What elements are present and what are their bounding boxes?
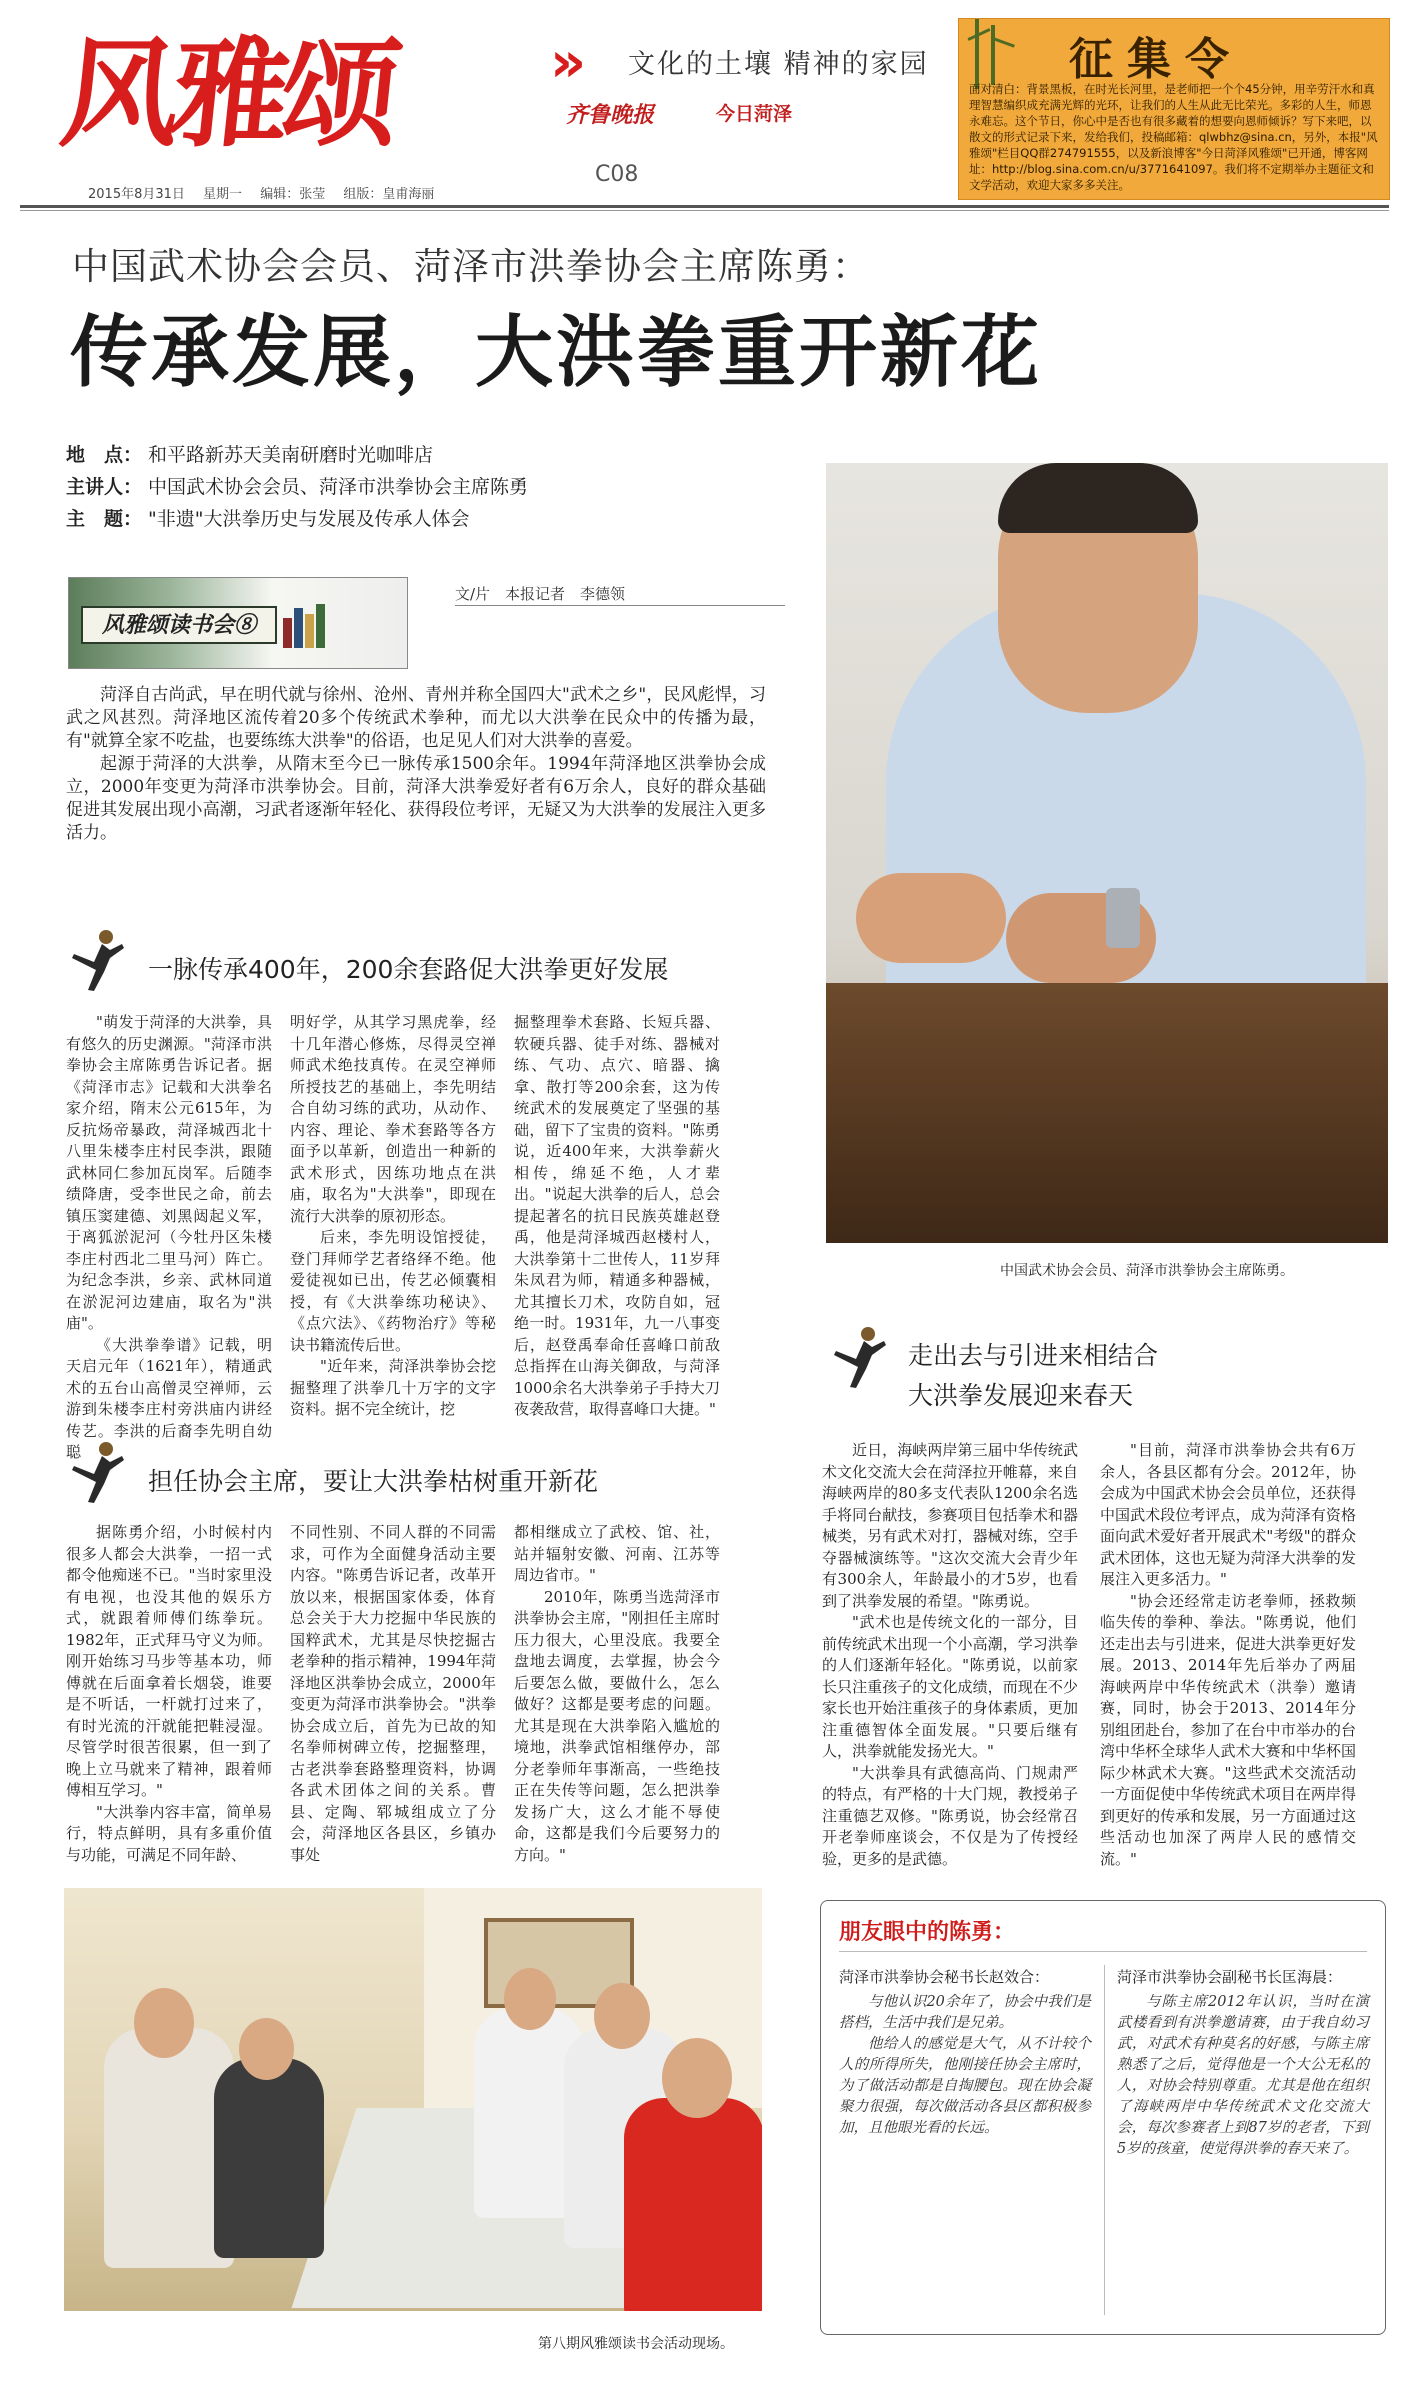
byline-rule bbox=[455, 605, 785, 606]
layout-credit: 组版：皇甫海丽 bbox=[343, 187, 435, 202]
intro-paragraph: 起源于菏泽的大洪拳，从隋末至今已一脉传承1500余年。1994年菏泽地区洪拳协会成立，2000年变更为菏泽市洪拳协会。目前，菏泽大洪拳爱好者有6万余人，良好的群众基础促进其发展出现小高潮，习武者逐渐年轻化、获得段位考评，无疑又为大洪拳的发展注入更多活力。 bbox=[66, 754, 766, 843]
section-heading-line1: 走出去与引进来相结合 bbox=[908, 1341, 1159, 1370]
friends-box bbox=[820, 1900, 1386, 2335]
photo-person-face bbox=[239, 2018, 294, 2080]
section3-column-2 bbox=[1100, 1440, 1356, 1870]
paragraph: 据陈勇介绍，小时候村内很多人都会大洪拳，一招一式都令他痴迷不已。"当时家里没有电视，也没其他的娱乐方式，就跟着师傅们练拳玩。1982年，正式拜马守义为师。刚开始练习马步等基本功，师傅就在后面拿着长烟袋，谁要是不听话，一杆就打过来了，有时光流的汗就能把鞋浸湿。尽管学时很苦很累，但一到了晚上立马就来了精神，跟着师傅相互学习。" bbox=[66, 1523, 272, 1799]
event-photo-caption: 第八期风雅颂读书会活动现场。 bbox=[538, 2336, 734, 2352]
meta-value: 中国武术协会会员、菏泽市洪拳协会主席陈勇 bbox=[148, 476, 529, 498]
section1-column-1 bbox=[66, 1012, 272, 1464]
meta-speaker bbox=[66, 472, 528, 499]
paragraph: 《大洪拳拳谱》记载，明天启元年（1621年），精通武术的五台山高僧灵空禅师，云游到朱楼李庄村旁洪庙内讲经传艺。李洪的后裔李先明自幼聪 bbox=[66, 1335, 272, 1461]
bamboo-icon bbox=[961, 19, 1021, 89]
reading-club-label: 风雅颂读书会⑧ bbox=[81, 606, 277, 644]
article-headline: 传承发展，大洪拳重开新花 bbox=[70, 308, 1043, 398]
masthead-logo: 风雅颂 bbox=[54, 25, 400, 163]
paragraph: 2010年，陈勇当选菏泽市洪拳协会主席，"刚担任主席时压力很大，心里没底。我要全盘地去调度，去掌握，协会今后要怎么做，要做什么，怎么做好？这都是要考虑的问题。尤其是现在大洪拳陷入尴尬的境地，洪拳武馆相继停办，部分老拳师年事渐高，一些绝技正在失传等问题，怎么把洪拳发扬广大，这么才能不辱使命，这都是我们今后要努力的方向。" bbox=[514, 1587, 720, 1864]
paragraph: 后来，李先明设馆授徒，登门拜师学艺者络绎不绝。他爱徒视如已出，传艺必倾囊相授，有《大洪拳练功秘诀》、《点穴法》、《药物治疗》等秘诀书籍流传后世。 bbox=[290, 1228, 496, 1354]
meta-label: 主 题： bbox=[66, 508, 143, 530]
masthead-rule-thin bbox=[20, 210, 1389, 211]
kungfu-silhouette-icon bbox=[828, 1325, 890, 1389]
event-photo bbox=[64, 1888, 762, 2311]
friend-quote: 与他认识20余年了，协会中我们是搭档，生活中我们是兄弟。 bbox=[839, 1994, 1091, 2031]
friend-quote: 与陈主席2012年认识，当时在演武楼看到有洪拳邀请赛，由于我自幼习武，对武术有种莫名的好感，与陈主席熟悉了之后，觉得他是一个大公无私的人，对协会特别尊重。尤其是他在组织了海峡两岸中华传统武术文化交流大会，每次参赛者上到87岁的老者，下到5岁的孩童，使觉得洪拳的春天来了。 bbox=[1117, 1994, 1369, 2157]
chevron-right-icon: » bbox=[550, 30, 573, 95]
portrait-hand bbox=[856, 873, 1006, 963]
section-heading: 一脉传承400年，200余套路促大洪拳更好发展 bbox=[148, 955, 669, 984]
photo-person bbox=[214, 2058, 324, 2258]
issue-weekday: 星期一 bbox=[203, 187, 243, 202]
reading-club-banner bbox=[68, 577, 408, 669]
paragraph: 都相继成立了武校、馆、社，站并辐射安徽、河南、江苏等周边省市。" bbox=[514, 1523, 720, 1584]
section-heading: 担任协会主席，要让大洪拳枯树重开新花 bbox=[148, 1467, 599, 1496]
paragraph: 不同性别、不同人群的不同需求，可作为全面健身活动主要内容。"陈勇告诉记者，改革开放以来，根据国家体委，体育总会关于大力挖掘中华民族的国粹武术，尤其是尽快挖掘古老拳种的指示精神，1994年菏泽地区洪拳协会成立，2000年变更为菏泽市洪拳协会。"洪拳协会成立后，首先为已故的知名拳师树碑立传，挖掘整理，古老洪拳套路整理资料，协调各武术团体之间的关系。曹县、定陶、郓城组成立了分会，菏泽地区各县区，乡镇办事处 bbox=[290, 1523, 496, 1864]
section2-column-3 bbox=[514, 1522, 720, 1866]
dateline bbox=[88, 183, 448, 202]
article-intro bbox=[66, 684, 766, 845]
notice-title: 征集令 bbox=[1069, 34, 1243, 85]
watch-icon bbox=[1106, 888, 1140, 948]
meta-label: 地 点： bbox=[66, 444, 143, 466]
portrait-caption: 中国武术协会会员、菏泽市洪拳协会主席陈勇。 bbox=[1000, 1263, 1294, 1279]
paragraph: "大洪拳内容丰富，简单易行，特点鲜明，具有多重价值与功能，可满足不同年龄、 bbox=[66, 1802, 272, 1864]
masthead-rule bbox=[20, 205, 1389, 208]
paragraph: "武术也是传统文化的一部分，目前传统武术出现一个小高潮，学习洪拳的人们逐渐年轻化。"陈勇说，以前家长只注重孩子的文化成绩，而现在不少家长也开始注重孩子的身体素质，更加注重德智体全面发展。"只要后继有人，洪拳就能发扬光大。" bbox=[822, 1613, 1078, 1760]
section3-column-1 bbox=[822, 1440, 1078, 1870]
meta-location bbox=[66, 440, 433, 467]
brand-paper-name: 齐鲁晚报 bbox=[566, 102, 655, 128]
section1-column-3 bbox=[514, 1012, 720, 1421]
friend-name: 菏泽市洪拳协会副秘书长匡海晨： bbox=[1117, 1968, 1343, 1986]
friends-right-column bbox=[1117, 1967, 1369, 2160]
call-for-submissions-box bbox=[958, 18, 1390, 200]
photo-person-face bbox=[662, 2038, 732, 2118]
friends-title: 朋友眼中的陈勇： bbox=[839, 1920, 1016, 1945]
friend-name: 菏泽市洪拳协会秘书长赵效合： bbox=[839, 1968, 1050, 1986]
intro-paragraph: 菏泽自古尚武，早在明代就与徐州、沧州、青州并称全国四大"武术之乡"，民风彪悍，习武之风甚烈。菏泽地区流传着20多个传统武术拳种，而尤以大洪拳在民众中的传播为最，有"就算全家不吃盐，也要练练大洪拳"的俗语，也足见人们对大洪拳的喜爱。 bbox=[66, 685, 766, 751]
friends-column-divider bbox=[1104, 1965, 1105, 2315]
meta-label: 主讲人： bbox=[66, 476, 143, 498]
section-heading-line2: 大洪拳发展迎来春天 bbox=[908, 1381, 1134, 1410]
friends-divider bbox=[839, 1951, 1367, 1952]
portrait-hair bbox=[998, 463, 1198, 533]
section2-column-1 bbox=[66, 1522, 272, 1866]
kungfu-silhouette-icon bbox=[66, 1440, 128, 1504]
paragraph: "目前，菏泽市洪拳协会共有6万余人，各县区都有分会。2012年，协会成为中国武术协会会员单位，还获得中国武术段位考评点，成为菏泽有资格面向武术爱好者开展武术"考级"的群众武术团体，这也无疑为菏泽大洪拳的发展注入更多活力。" bbox=[1100, 1441, 1356, 1588]
issue-date: 2015年8月31日 bbox=[88, 187, 185, 202]
paragraph: 掘整理拳术套路、长短兵器、软硬兵器、徒手对练、器械对练、气功、点穴、暗器、擒拿、散打等200余套，这为传统武术的发展奠定了坚强的基础，留下了宝贵的资料。"陈勇说，近400年来，大洪拳薪火相传，绵延不绝，人才辈出。"说起大洪拳的后人，总会提起著名的抗日民族英雄赵登禹，他是菏泽城西赵楼村人，大洪拳第十二世传人，11岁拜朱凤君为师，精通多种器械，尤其擅长刀术，攻防自如，冠绝一时。1931年，九一八事变后，赵登禹奉命任喜峰口前敌总指挥在山海关御敌，与菏泽1000余名大洪拳弟子手持大刀夜袭敌营，取得喜峰口大捷。" bbox=[514, 1013, 720, 1418]
paragraph: 明好学，从其学习黑虎拳，经十几年潜心修炼，尽得灵空禅师武术绝技真传。在灵空禅师所授技艺的基础上，李先明结合自幼习练的武功，从动作、内容、理论、拳术套路等各方面予以革新，创造出一种新的武术形式，因练功地点在洪庙，取名为"大洪拳"，即现在流行大洪拳的原初形态。 bbox=[290, 1013, 496, 1225]
portrait-photo bbox=[826, 463, 1388, 1243]
paragraph: "萌发于菏泽的大洪拳，具有悠久的历史渊源。"菏泽市洪拳协会主席陈勇告诉记者。据《菏泽市志》记载和大洪拳名家介绍，隋末公元615年，为反抗炀帝暴政，菏泽城西北十八里朱楼李庄村民李洪，跟随武林同仁参加瓦岗军。后随李绩降唐，受李世民之命，前去镇压窦建德、刘黑闼起义军，于离狐淤泥河（今牡丹区朱楼李庄村西北二里马河）阵亡。为纪念李洪，乡亲、武林同道在淤泥河边建庙，取名为"洪庙"。 bbox=[66, 1013, 272, 1332]
article-kicker: 中国武术协会会员、菏泽市洪拳协会主席陈勇： bbox=[72, 245, 870, 288]
meta-value: "非遗"大洪拳历史与发展及传承人体会 bbox=[148, 508, 470, 530]
paragraph: "协会还经常走访老拳师，拯救频临失传的拳种、拳法。"陈勇说，他们还走出去与引进来，促进大洪拳更好发展。2013、2014年先后举办了两届海峡两岸中华传统武术（洪拳）邀请赛，同时，协会于2013、2014年分别组团赴台，参加了在台中市举办的台湾中华杯全球华人武术大赛和中华杯国际少林武术大赛。"这些武术交流活动一方面促使中华传统武术项目在两岸得到更好的传承和发展，另一方面通过这些活动也加深了两岸人民的感情交流。" bbox=[1100, 1591, 1356, 1868]
page-number: C08 bbox=[595, 162, 639, 187]
friends-left-column bbox=[839, 1967, 1091, 2139]
photo-person-face bbox=[504, 1968, 556, 2030]
section2-column-2 bbox=[290, 1522, 496, 1866]
portrait-table bbox=[826, 983, 1388, 1243]
friend-quote: 他给人的感觉是大气，从不计较个人的所得所失，他刚接任协会主席时，为了做活动都是自掏腰包。现在协会凝聚力很强，每次做活动各县区都积极参加，且他眼光看的长远。 bbox=[839, 2036, 1091, 2136]
meta-topic bbox=[66, 504, 470, 531]
editor-credit: 编辑：张莹 bbox=[260, 187, 326, 202]
paragraph: 近日，海峡两岸第三届中华传统武术文化交流大会在菏泽拉开帷幕，来自海峡两岸的80多支代表队1200余名选手将同台献技，参赛项目包括拳术和器械类，另有武术对打，器械对练，空手夺器械演练等。"这次交流大会青少年有300余人，年龄最小的才5岁，也看到了洪拳发展的希望。"陈勇说。 bbox=[822, 1441, 1078, 1610]
section1-column-2 bbox=[290, 1012, 496, 1421]
notice-body: 面对清白：背景黑板，在时光长河里，是老师把一个个45分钟，用辛劳汗水和真理智慧编织成充满光辉的光环，让我们的人生从此无比荣光。多彩的人生，师恩永难忘。这个节日，你心中是否也有很多藏着的想要向恩师倾诉？写下来吧，以散文的形式记录下来，发给我们，投稿邮箱：qlwbhz@sina.cn，另外，本报"风雅颂"栏目QQ群274791555，以及新浪博客"今日菏泽风雅颂"已开通，博客网址：http://blog.sina.com.cn/u/3771641097。我们将不定期举办主题征文和文学活动，欢迎大家多多关注。 bbox=[969, 82, 1378, 192]
kungfu-silhouette-icon bbox=[66, 928, 128, 992]
paragraph: "近年来，菏泽洪拳协会挖掘整理了洪拳几十万字的文字资料。据不完全统计，挖 bbox=[290, 1357, 496, 1418]
photo-person bbox=[624, 2098, 762, 2311]
photo-person-face bbox=[134, 1988, 194, 2058]
paragraph: "大洪拳具有武德高尚、门规肃严的特点，有严格的十大门规，教授弟子注重德艺双修。"陈勇说，协会经常召开老拳师座谈会，不仅是为了传授经验，更多的是武德。 bbox=[822, 1763, 1078, 1868]
meta-value: 和平路新苏天美南研磨时光咖啡店 bbox=[148, 444, 434, 466]
books-icon bbox=[283, 598, 343, 648]
photo-person-face bbox=[594, 1983, 650, 2049]
byline: 文/片 本报记者 李德领 bbox=[455, 585, 626, 603]
masthead-slogan: 文化的土壤 精神的家园 bbox=[628, 49, 929, 80]
brand-edition-name: 今日菏泽 bbox=[716, 103, 793, 125]
